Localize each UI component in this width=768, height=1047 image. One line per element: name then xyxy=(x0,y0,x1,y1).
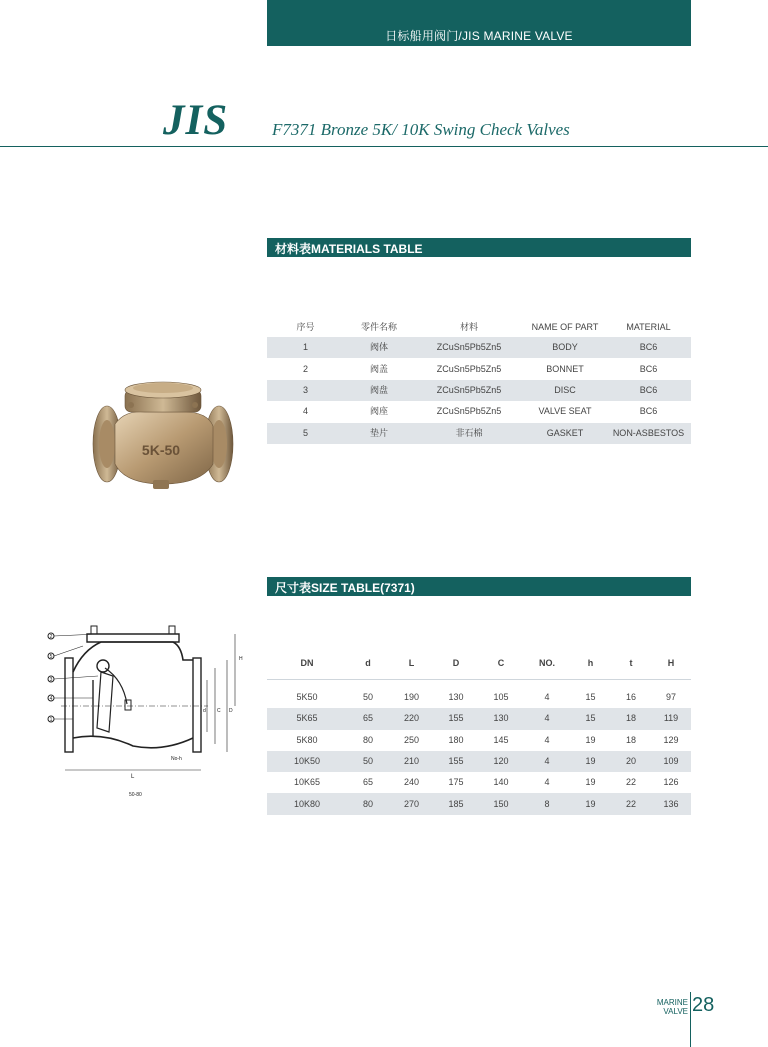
cell: 109 xyxy=(651,751,691,772)
drawing-caption: 50-80 xyxy=(129,792,142,798)
cell: 8 xyxy=(524,793,570,814)
cell: 4 xyxy=(524,751,570,772)
size-section-bar xyxy=(267,577,691,596)
cell: BODY xyxy=(524,337,606,358)
page-number: 28 xyxy=(692,994,715,1016)
cell: 150 xyxy=(478,793,524,814)
banner-text: 日标船用阀门/JIS MARINE VALVE xyxy=(385,29,573,43)
jis-logo: JIS xyxy=(163,97,229,144)
cell: ZCuSn5Pb5Zn5 xyxy=(414,337,524,358)
cell: 80 xyxy=(362,734,373,745)
cell: 180 xyxy=(448,734,464,745)
cell: 5K50 xyxy=(296,692,318,703)
dim-label-C: C xyxy=(217,708,221,714)
cell: 5K65 xyxy=(267,708,347,729)
cell: 非石棉 xyxy=(414,423,524,444)
cell: 190 xyxy=(403,692,420,703)
cell: 155 xyxy=(434,708,478,729)
cell: 19 xyxy=(585,734,596,745)
materials-col-header: NAME OF PART xyxy=(531,321,599,332)
materials-col-header: MATERIAL xyxy=(626,321,671,332)
table-row xyxy=(267,358,691,379)
size-col-header: h xyxy=(570,648,611,679)
cell: 80 xyxy=(347,793,389,814)
cell: 15 xyxy=(585,692,596,703)
footer-divider xyxy=(690,992,691,1047)
materials-col-header: 材料 xyxy=(459,322,478,332)
casting-text: 5K-50 xyxy=(141,442,181,458)
cell: BONNET xyxy=(546,363,584,374)
size-section-title: 尺寸表SIZE TABLE(7371) xyxy=(275,581,415,595)
materials-table xyxy=(267,316,691,444)
cell: 10K80 xyxy=(267,793,347,814)
cell: 22 xyxy=(611,793,651,814)
materials-col-header: 零件名称 xyxy=(360,322,397,332)
cell: 175 xyxy=(448,777,464,788)
cell: 阀盖 xyxy=(369,363,388,374)
top-banner xyxy=(267,0,691,46)
cell: 18 xyxy=(625,734,636,745)
cell: 105 xyxy=(493,692,509,703)
table-row xyxy=(267,423,691,444)
cell: 130 xyxy=(478,708,524,729)
dim-label-no-h: No-h xyxy=(171,756,182,762)
cell: NON-ASBESTOS xyxy=(606,423,691,444)
callout-label: 5 xyxy=(49,654,53,660)
table-row xyxy=(267,687,691,708)
cell: 136 xyxy=(651,793,691,814)
callout-label: 2 xyxy=(49,634,53,640)
cell: 65 xyxy=(347,708,389,729)
table-row xyxy=(267,793,691,814)
materials-section-bar xyxy=(267,238,691,257)
cell: 97 xyxy=(665,692,676,703)
cell: 1 xyxy=(267,337,344,358)
cell: 185 xyxy=(434,793,478,814)
callout-label: 4 xyxy=(49,696,53,702)
cell: 129 xyxy=(663,734,679,745)
cell: ZCuSn5Pb5Zn5 xyxy=(436,406,502,417)
size-col-header: DN xyxy=(267,648,347,679)
cell: BC6 xyxy=(606,380,691,401)
cell: 22 xyxy=(625,777,636,788)
callout-label: 1 xyxy=(49,717,53,723)
cell: GASKET xyxy=(524,423,606,444)
cell: 20 xyxy=(611,751,651,772)
cell: 145 xyxy=(493,734,509,745)
cell: 5 xyxy=(267,423,344,444)
cell: 19 xyxy=(585,777,596,788)
table-row xyxy=(267,679,691,687)
valve-technical-drawing xyxy=(43,620,253,802)
cell: 4 xyxy=(524,708,570,729)
footer-line2: VALVE xyxy=(663,1007,688,1016)
cell: 16 xyxy=(625,692,636,703)
size-col-header: C xyxy=(478,648,524,679)
size-header-row xyxy=(267,648,691,679)
footer-line1: MARINE xyxy=(656,998,688,1007)
size-col-header: d xyxy=(347,648,389,679)
valve-photo xyxy=(85,372,245,497)
size-table xyxy=(267,648,691,815)
cell: 220 xyxy=(389,708,434,729)
cell: 4 xyxy=(544,692,550,703)
table-row xyxy=(267,380,691,401)
materials-header-row xyxy=(267,316,691,337)
size-col-header: NO. xyxy=(524,648,570,679)
table-row xyxy=(267,337,691,358)
materials-col-header: 序号 xyxy=(296,322,315,332)
cell: 垫片 xyxy=(344,423,414,444)
cell: 50 xyxy=(362,692,373,703)
table-row xyxy=(267,751,691,772)
cell: 19 xyxy=(570,751,611,772)
cell: 5K80 xyxy=(296,734,318,745)
cell: 126 xyxy=(663,777,679,788)
page-title: F7371 Bronze 5K/ 10K Swing Check Valves xyxy=(272,120,570,139)
cell: 120 xyxy=(478,751,524,772)
cell: 50 xyxy=(347,751,389,772)
cell: 19 xyxy=(570,793,611,814)
table-row xyxy=(267,730,691,751)
cell: BC6 xyxy=(606,337,691,358)
cell: ZCuSn5Pb5Zn5 xyxy=(414,380,524,401)
cell: DISC xyxy=(524,380,606,401)
cell: 130 xyxy=(448,692,464,703)
cell: 119 xyxy=(651,708,691,729)
title-divider xyxy=(0,146,768,147)
cell: 阀盘 xyxy=(344,380,414,401)
cell: BC6 xyxy=(639,363,658,374)
cell: 10K50 xyxy=(267,751,347,772)
callout-label: 3 xyxy=(49,677,53,683)
cell: ZCuSn5Pb5Zn5 xyxy=(436,363,502,374)
table-row xyxy=(267,401,691,422)
materials-section-title: 材料表MATERIALS TABLE xyxy=(275,242,423,256)
cell: VALVE SEAT xyxy=(538,406,592,417)
cell: 阀体 xyxy=(344,337,414,358)
cell: 250 xyxy=(403,734,420,745)
cell: 270 xyxy=(389,793,434,814)
dim-label-D: D xyxy=(229,708,233,714)
cell: 阀座 xyxy=(369,406,388,417)
cell: 4 xyxy=(544,734,550,745)
callout-group xyxy=(48,633,54,723)
cell: 3 xyxy=(267,380,344,401)
table-row xyxy=(267,708,691,729)
cell: 155 xyxy=(434,751,478,772)
cell: 10K65 xyxy=(293,777,321,788)
footer-label xyxy=(648,998,688,1016)
dim-label-d: d xyxy=(203,708,206,714)
cell: 240 xyxy=(403,777,420,788)
cell: 65 xyxy=(362,777,373,788)
cell: 210 xyxy=(389,751,434,772)
cell: 4 xyxy=(544,777,550,788)
cell: 140 xyxy=(493,777,509,788)
size-col-header: L xyxy=(389,648,434,679)
cell: BC6 xyxy=(639,406,658,417)
size-col-header: H xyxy=(651,648,691,679)
table-row xyxy=(267,772,691,793)
cell: 4 xyxy=(302,406,308,417)
cell: 18 xyxy=(611,708,651,729)
cell: 2 xyxy=(302,363,308,374)
cell: 15 xyxy=(570,708,611,729)
dim-label-L: L xyxy=(131,774,135,780)
size-col-header: D xyxy=(434,648,478,679)
size-col-header: t xyxy=(611,648,651,679)
dim-label-H: H xyxy=(239,656,243,662)
